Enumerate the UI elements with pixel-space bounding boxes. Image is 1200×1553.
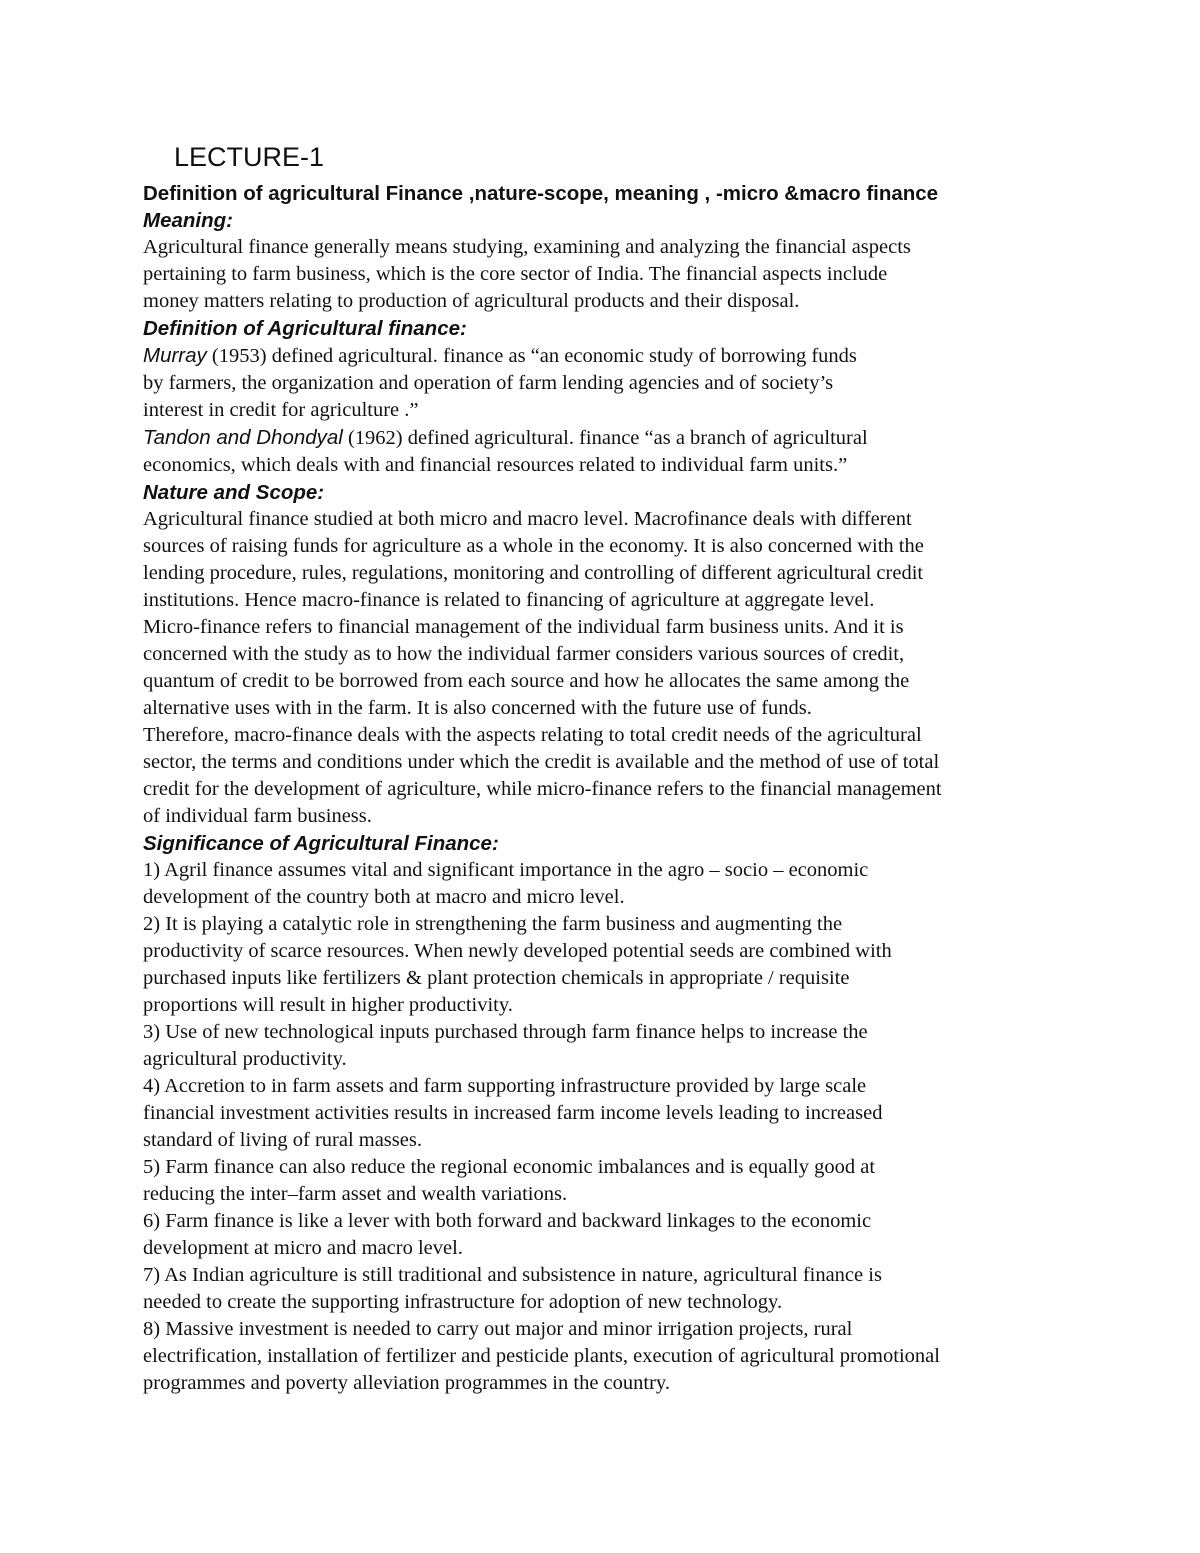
meaning-line: pertaining to farm business, which is the core sector of India. The financial aspects include [143,263,888,285]
tandon-author: Tandon and Dhondyal [143,426,343,449]
significance-line: 4) Accretion to in farm assets and farm supporting infrastructure provided by large scale [143,1075,867,1097]
meaning-heading: Meaning: [143,209,233,232]
significance-line: agricultural productivity. [143,1048,347,1070]
definition-heading: Definition of Agricultural finance: [143,317,467,340]
nature-line: alternative uses with in the farm. It is also concerned with the future use of funds. [143,697,812,719]
murray-line: by farmers, the organization and operation of farm lending agencies and of society’s [143,372,834,394]
significance-line: standard of living of rural masses. [143,1129,422,1151]
murray-line [143,342,1083,370]
tandon-text: (1962) defined agricultural. finance “as a branch of agricultural [342,427,868,449]
significance-line: 2) It is playing a catalytic role in strengthening the farm business and augmenting the [143,913,843,935]
significance-item [143,857,1083,911]
significance-line: electrification, installation of fertilizer and pesticide plants, execution of agricultural promotional [143,1345,940,1367]
significance-item [143,911,1083,1019]
nature-line: concerned with the study as to how the individual farmer considers various sources of credit, [143,643,905,665]
significance-line: proportions will result in higher productivity. [143,994,513,1016]
significance-line: needed to create the supporting infrastructure for adoption of new technology. [143,1291,783,1313]
significance-line: 1) Agril finance assumes vital and significant importance in the agro – socio – economic [143,859,869,881]
murray-line: interest in credit for agriculture .” [143,399,419,421]
significance-line: 3) Use of new technological inputs purchased through farm finance helps to increase the [143,1021,868,1043]
significance-heading: Significance of Agricultural Finance: [143,832,499,855]
nature-heading: Nature and Scope: [143,481,325,504]
significance-line: productivity of scarce resources. When newly developed potential seeds are combined with [143,940,892,962]
significance-line: 8) Massive investment is needed to carry out major and minor irrigation projects, rural [143,1318,853,1340]
lecture-title: LECTURE-1 [174,142,325,172]
significance-line: reducing the inter–farm asset and wealth variations. [143,1183,568,1205]
document-subtitle: Definition of agricultural Finance ,nature-scope, meaning , -micro &macro finance [143,182,939,205]
nature-line: credit for the development of agriculture, while micro-finance refers to the financial management [143,778,942,800]
significance-list [143,857,1083,1397]
significance-line: 6) Farm finance is like a lever with both forward and backward linkages to the economic [143,1210,872,1232]
tandon-definition [143,424,1083,479]
murray-definition [143,342,1083,424]
nature-line: Agricultural finance studied at both micro and macro level. Macrofinance deals with different [143,508,912,530]
nature-line: of individual farm business. [143,805,372,827]
nature-line: Therefore, macro-finance deals with the aspects relating to total credit needs of the agricultural [143,724,922,746]
tandon-line [143,424,1083,452]
significance-line: development at micro and macro level. [143,1237,463,1259]
meaning-line: money matters relating to production of agricultural products and their disposal. [143,290,800,312]
nature-line: lending procedure, rules, regulations, monitoring and controlling of different agricultural credit [143,562,924,584]
nature-line: Micro-finance refers to financial management of the individual farm business units. And it is [143,616,904,638]
significance-line: 7) As Indian agriculture is still traditional and subsistence in nature, agricultural finance is [143,1264,882,1286]
significance-line: financial investment activities results in increased farm income levels leading to increased [143,1102,883,1124]
significance-line: development of the country both at macro and micro level. [143,886,625,908]
significance-item [143,1019,1083,1073]
nature-line: sector, the terms and conditions under which the credit is available and the method of use of total [143,751,940,773]
significance-item [143,1208,1083,1262]
nature-line: institutions. Hence macro-finance is related to financing of agriculture at aggregate level. [143,589,875,611]
document-page [143,140,1083,1397]
significance-item [143,1154,1083,1208]
significance-item [143,1262,1083,1316]
significance-item [143,1073,1083,1154]
significance-item [143,1316,1083,1397]
meaning-paragraph [143,234,1083,315]
meaning-line: Agricultural finance generally means studying, examining and analyzing the financial aspects [143,236,911,258]
murray-author: Murray [143,344,207,367]
nature-line: sources of raising funds for agriculture as a whole in the economy. It is also concerned with the [143,535,924,557]
tandon-line: economics, which deals with and financial resources related to individual farm units.” [143,454,848,476]
nature-paragraph [143,506,1083,830]
murray-text: (1953) defined agricultural. finance as “an economic study of borrowing funds [206,345,857,367]
significance-line: programmes and poverty alleviation programmes in the country. [143,1372,670,1394]
significance-line: 5) Farm finance can also reduce the regional economic imbalances and is equally good at [143,1156,876,1178]
significance-line: purchased inputs like fertilizers & plant protection chemicals in appropriate / requisite [143,967,850,989]
nature-line: quantum of credit to be borrowed from each source and how he allocates the same among the [143,670,910,692]
